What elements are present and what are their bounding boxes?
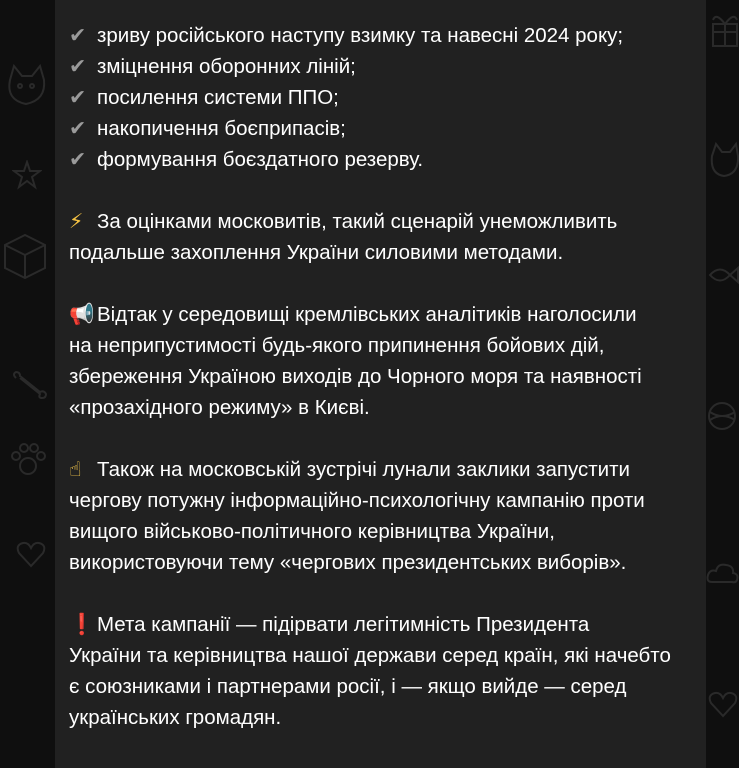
paragraph-assessment	[69, 206, 692, 268]
check-icon: ✔	[69, 54, 87, 78]
checklist-item	[69, 113, 692, 144]
paragraph-text: Відтак у середовищі кремлівських аналітиків наголосили	[97, 303, 637, 326]
check-icon: ✔	[69, 85, 87, 109]
paragraph-line	[69, 206, 692, 237]
checklist-item	[69, 82, 692, 113]
paragraph-text: вищого військово-політичного керівництва України,	[69, 520, 555, 543]
check-icon: ✔	[69, 147, 87, 171]
paragraph-line	[69, 299, 692, 330]
checklist-item-text: посилення системи ППО;	[97, 86, 339, 109]
checklist	[69, 20, 692, 175]
doodle-cat-icon	[4, 60, 48, 120]
doodle-box-icon	[0, 230, 50, 280]
doodle-gift-icon	[710, 10, 739, 50]
checklist-item-text: накопичення боєприпасів;	[97, 117, 346, 140]
paragraph-text: «прозахідного режиму» в Києві.	[69, 396, 370, 419]
checklist-item-text: зміцнення оборонних ліній;	[97, 55, 356, 78]
doodle-star-icon	[12, 160, 42, 190]
doodle-heart-icon	[16, 540, 46, 568]
doodle-cat-right-icon	[708, 140, 739, 190]
paragraph-analysts	[69, 299, 692, 423]
doodle-paw-icon	[8, 440, 48, 480]
checklist-item	[69, 20, 692, 51]
paragraph-text: Також на московській зустрічі лунали заклики запустити	[97, 458, 630, 481]
paragraph-text: чергову потужну інформаційно-психологічну кампанію проти	[69, 489, 645, 512]
paragraph-text: України та керівництва нашої держави серед країн, які начебто	[69, 644, 671, 667]
lightning-icon: ⚡	[69, 209, 84, 233]
checklist-item-text: формування боєздатного резерву.	[97, 148, 424, 171]
paragraph-text: українських громадян.	[69, 706, 282, 729]
paragraph-text: збереження Україною виходів до Чорного моря та наявності	[69, 365, 642, 388]
paragraph-text: За оцінками московитів, такий сценарій унеможливить	[97, 210, 618, 233]
exclamation-icon: ❗	[69, 612, 95, 636]
paragraph-text: подальше захоплення України силовими методами.	[69, 241, 564, 264]
paragraph-goal	[69, 609, 692, 733]
checklist-item-text: зриву російського наступу взимку та навесні 2024 року;	[97, 24, 624, 47]
check-icon: ✔	[69, 116, 87, 140]
paragraph-text: на неприпустимості будь-якого припинення бойових дій,	[69, 334, 605, 357]
doodle-fish-icon	[708, 260, 739, 290]
doodle-cloud-icon	[706, 560, 739, 586]
paragraph-text: Мета кампанії — підірвати легітимність Президента	[97, 613, 590, 636]
doodle-ball-icon	[706, 400, 739, 433]
paragraph-campaign-call	[69, 454, 692, 578]
doodle-bone-icon	[10, 370, 50, 400]
check-icon: ✔	[69, 23, 87, 47]
megaphone-icon: 📢	[69, 302, 95, 326]
paragraph-line	[69, 454, 692, 485]
checklist-item	[69, 144, 692, 175]
paragraph-line	[69, 609, 692, 640]
paragraph-text: використовуючи тему «чергових президентських виборів».	[69, 551, 627, 574]
doodle-heart-right-icon	[708, 690, 738, 718]
message-bubble	[55, 0, 706, 768]
checklist-item	[69, 51, 692, 82]
pointing-finger-icon: ☝	[69, 457, 82, 481]
paragraph-text: є союзниками і партнерами росії, і — якщо вийде — серед	[69, 675, 627, 698]
